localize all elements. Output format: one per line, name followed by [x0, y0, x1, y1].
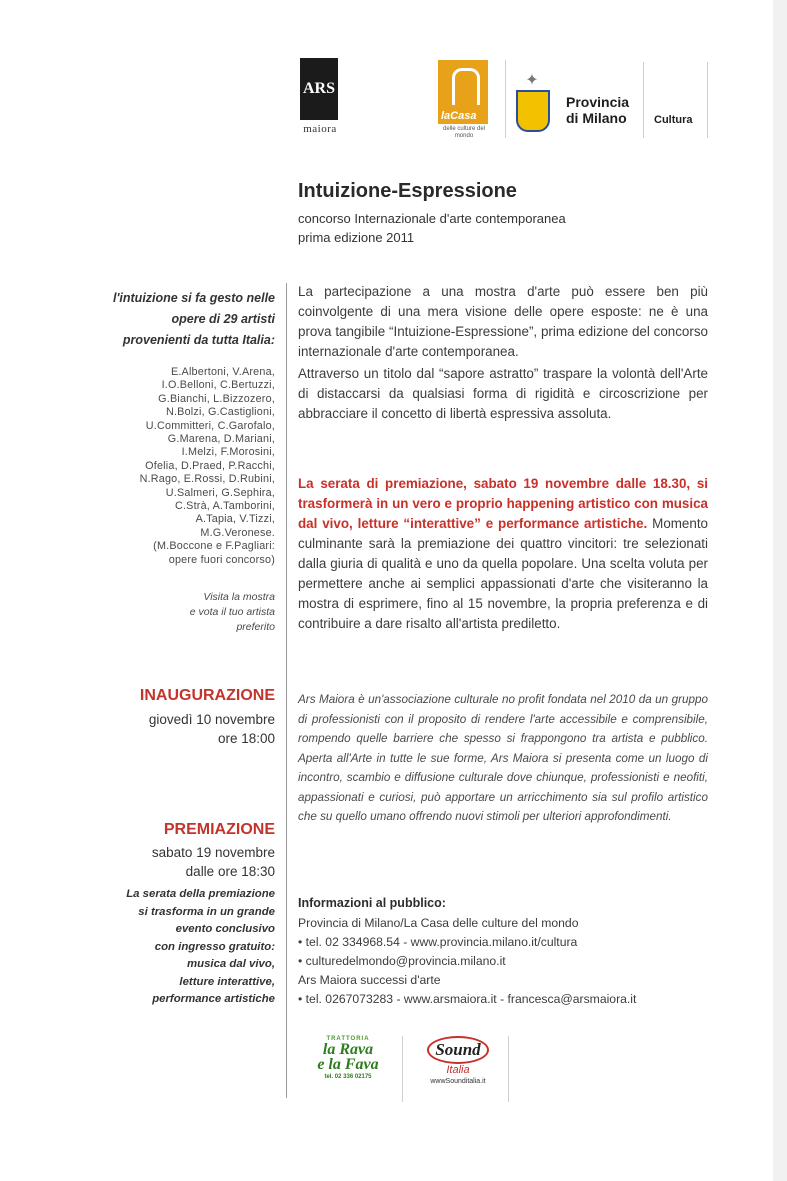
paragraph-2: Attraverso un titolo dal “sapore astratto” traspare la volontà dell'Arte di distaccarsi da qualsiasi forma di rigidità e circoscrizione per abbracciare il concetto di libertà espressiva assoluta. — [298, 366, 708, 421]
info-line-1: Provincia di Milano/La Casa delle culture del mondo — [298, 916, 579, 930]
ars-logo-text: ARS — [302, 80, 335, 97]
info-line-5: • tel. 0267073283 - www.arsmaiora.it - francesca@arsmaiora.it — [298, 992, 637, 1006]
rava-fava-logo — [302, 1036, 394, 1102]
rava-line1: la Rava — [322, 1041, 374, 1058]
info-line-4: Ars Maiora successi d'arte — [298, 973, 441, 987]
column-divider — [286, 283, 287, 1098]
sponsor-separator — [508, 1036, 509, 1102]
sound-logo-sub: Italia — [446, 1064, 470, 1076]
eagle-icon: ✦ — [525, 72, 539, 89]
premiazione-date: sabato 19 novembre — [151, 845, 275, 860]
subtitle — [298, 209, 698, 247]
sound-logo-text: Sound — [427, 1036, 488, 1064]
house-icon — [452, 68, 480, 105]
paragraph-3 — [298, 474, 708, 634]
subtitle-line2: prima edizione 2011 — [298, 230, 415, 245]
provincia-line2: di Milano — [566, 110, 627, 126]
paragraph-1: La partecipazione a una mostra d'arte può essere ben più coinvolgente di una mera visione delle opere esposte: ne è una prova tangibile “Intuizione-Espressione”, prima edizione del concorso internazionale d'arte contemporanea. — [298, 284, 708, 359]
rava-top-label: TRATTORIA — [326, 1036, 370, 1042]
about-ars-maiora: Ars Maiora è un'associazione culturale no profit fondata nel 2010 da un gruppo di professionisti con il proposito di rendere l'arte accessibile e comprensibile, rompendo quelle barriere che spesso si frappongono tra artista e pubblico. Aperta all'Arte in tutte le sue forme, Ars Maiora si presenta come un luogo di incontro, scambio e diffusione culturale dove chiunque, professionisti e neofiti, appassionati e curiosi, può apportare un arricchimento sia sul profilo artistico che su quello umano offrendo nuovi stimoli per ulteriori approfondimenti. — [298, 693, 708, 823]
provincia-name — [566, 94, 629, 126]
page-edge — [773, 0, 787, 1181]
sponsor-separator — [402, 1036, 403, 1102]
info-line-3: • culturedelmondo@provincia.milano.it — [298, 954, 506, 968]
premiazione-heading: PREMIAZIONE — [163, 821, 275, 838]
provincia-milano-logo — [516, 70, 640, 134]
vote-invite: Visita la mostra e vota il tuo artista preferito — [189, 591, 275, 633]
casa-logo-sub: delle culture del mondo — [442, 126, 486, 139]
casa-culture-logo — [438, 60, 490, 140]
sound-url: wwwSounditalia.it — [430, 1078, 486, 1085]
page-title: Intuizione-Espressione — [298, 180, 517, 202]
inaugurazione-heading: INAUGURAZIONE — [139, 687, 275, 704]
intro-line1: l'intuizione si fa gesto nelle — [112, 291, 275, 305]
ars-logo-mark — [300, 58, 338, 120]
sound-italia-logo — [412, 1036, 504, 1102]
ars-logo-sub: maiora — [303, 123, 337, 135]
logo-separator — [643, 62, 644, 138]
intro-line3: provenienti da tutta Italia: — [122, 333, 275, 347]
inaugurazione-date: giovedì 10 novembre — [148, 712, 275, 727]
casa-logo-text: laCasa — [441, 110, 477, 122]
subtitle-line1: concorso Internazionale d'arte contemporanea — [298, 211, 566, 226]
intro-line2: opere di 29 artisti — [171, 312, 275, 326]
event-details: Momento culminante sarà la premiazione dei quattro vincitori: tre selezionati dalla giuria di qualità e uno da quella popolare. Una scelta voluta per permettere anche ai semplici appassionati d'arte che visiteranno la mostra di esprimere, fino al 15 novembre, la propria preferenza e di contribuire a dare risalto all'artista prediletto. — [298, 516, 708, 631]
casa-logo-mark — [438, 60, 488, 124]
rava-phone: tel. 02 336 02175 — [324, 1074, 372, 1080]
intro-text — [65, 288, 275, 351]
inaugurazione-time: ore 18:00 — [217, 731, 275, 746]
event-highlight: La serata di premiazione, sabato 19 novembre dalle 18.30, si trasformerà in un vero e proprio happening artistico con musica dal vivo, letture “interattive” e performance artistiche. — [298, 476, 708, 531]
cultura-label: Cultura — [654, 114, 693, 126]
logo-separator — [505, 60, 506, 138]
premiazione-description: La serata della premiazione si trasforma in un grande evento conclusivo con ingresso gratuito: musica dal vivo, letture interattive, performance artistiche — [126, 888, 275, 1005]
logo-separator — [707, 62, 708, 138]
info-title: Informazioni al pubblico: — [298, 896, 446, 910]
rava-line2: e la Fava — [317, 1056, 379, 1073]
info-line-2: • tel. 02 334968.54 - www.provincia.milano.it/cultura — [298, 935, 578, 949]
premiazione-time: dalle ore 18:30 — [185, 864, 275, 879]
artist-list: E.Albertoni, V.Arena, I.O.Belloni, C.Bertuzzi, G.Bianchi, L.Bizzozero, N.Bolzi, G.Castiglioni, U.Committeri, C.Garofalo, G.Marena, D.Mariani, I.Melzi, F.Morosini, Ofelia, D.Praed, P.Racchi, N.Rago, E.Rossi, D.Rubini, U.Salmeri, G.Sephira, C.Strà, A.Tamborini, A.Tapia, V.Tizzi, M.G.Veronese. (M.Boccone e F.Pagliari: opere fuori concorso) — [139, 366, 275, 566]
ars-maiora-logo — [300, 58, 340, 140]
crest-icon — [516, 90, 550, 132]
provincia-line1: Provincia — [566, 94, 630, 110]
